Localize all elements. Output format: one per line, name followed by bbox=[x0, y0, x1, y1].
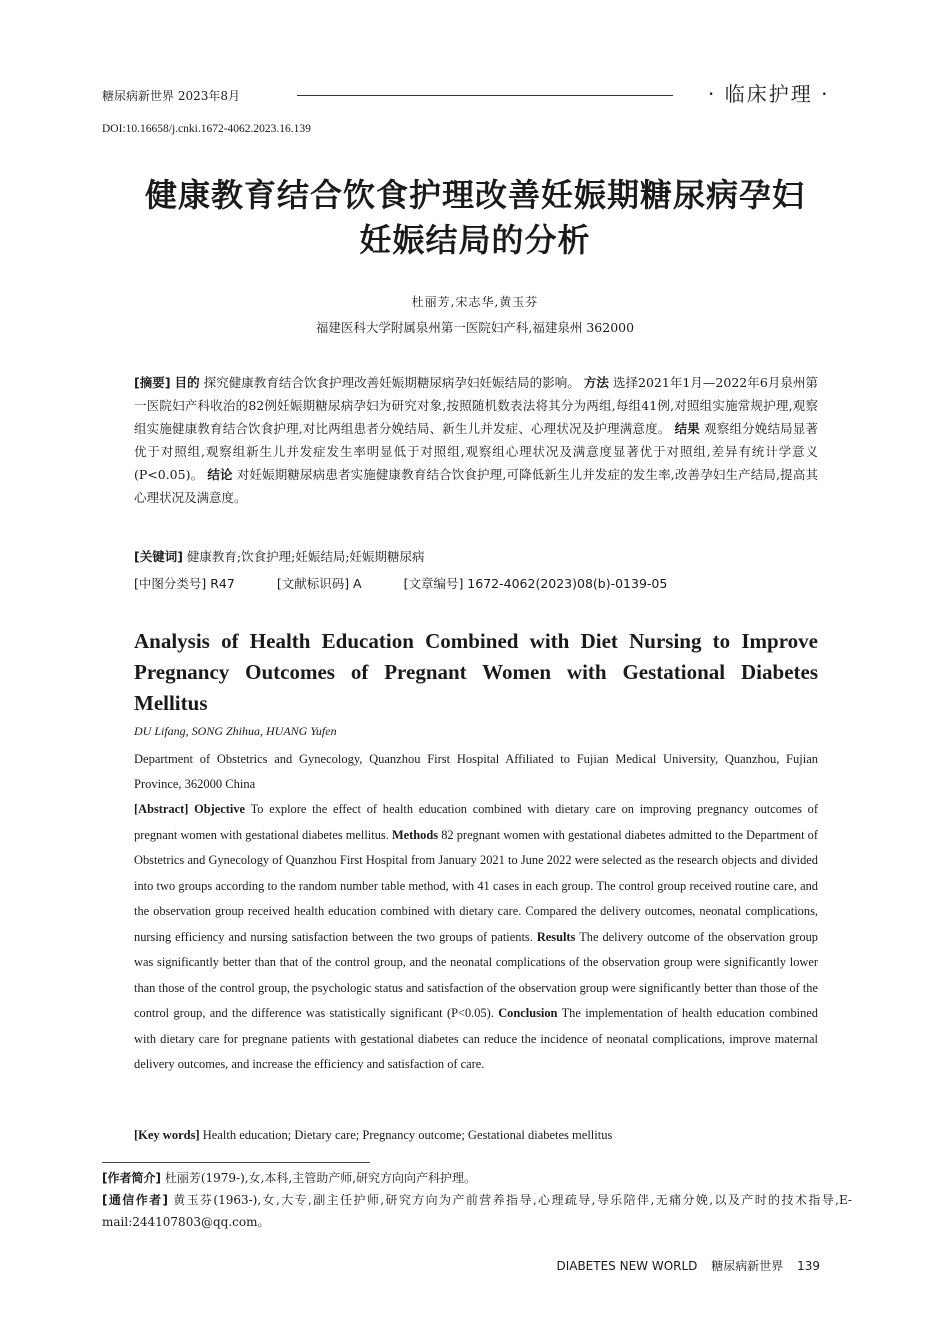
results-en: The delivery outcome of the observation group was significantly better than that of the control group, and the neonatal complications of the observation group were significantly lower than those of the control group, the psychologic status and satisfaction of the observation group were significantly better than those of the control group, and the difference was statistically significant (P<0.05). bbox=[134, 929, 818, 1020]
corresponding-label: [通信作者] bbox=[102, 1193, 168, 1207]
conclusion-cn: 对妊娠期糖尿病患者实施健康教育结合饮食护理,可降低新生儿并发症的发生率,改善孕妇生产结局,提高其心理状况及满意度。 bbox=[134, 467, 818, 505]
document-code: [文献标识码] A bbox=[276, 576, 362, 591]
section-label: · 临床护理 · bbox=[708, 82, 830, 106]
conclusion-cn-label: 结论 bbox=[207, 467, 233, 482]
classification-row bbox=[134, 574, 667, 592]
author-bio-label: [作者简介] bbox=[102, 1171, 161, 1185]
clc-code: [中图分类号] R47 bbox=[134, 576, 235, 591]
methods-en-label: Methods bbox=[391, 827, 439, 842]
keywords-en-text: Health education; Dietary care; Pregnancy outcome; Gestational diabetes mellitus bbox=[202, 1128, 613, 1142]
results-en-label: Results bbox=[536, 929, 576, 944]
results-cn-label: 结果 bbox=[674, 421, 700, 436]
footnote-rule bbox=[102, 1162, 370, 1163]
title-en: Analysis of Health Education Combined with Diet Nursing to Improve Pregnancy Outcomes of Pregnant Women with Gestational Diabetes Mellitus bbox=[134, 629, 818, 715]
footnote-corresponding bbox=[102, 1189, 852, 1233]
page-number: 139 bbox=[797, 1259, 820, 1273]
methods-cn: 选择2021年1月—2022年6月泉州第一医院妇产科收治的82例妊娠期糖尿病孕妇为研究对象,按照随机数表法将其分为两组,每组41例,对照组实施常规护理,观察组实施健康教育结合饮食护理,对比两组患者分娩结局、新生儿并发症、心理状况及护理满意度。 bbox=[134, 375, 818, 436]
header-rule bbox=[297, 95, 673, 96]
title-cn-line1: 健康教育结合饮食护理改善妊娠期糖尿病孕妇 bbox=[144, 176, 805, 214]
conclusion-en: The implementation of health education combined with dietary care for pregnane patients with gestational diabetes can reduce the incidence of neonatal complications, improve maternal delivery outcomes, and increase the efficiency and satisfaction of care. bbox=[134, 1006, 818, 1071]
keywords-en bbox=[134, 1128, 612, 1143]
conclusion-en-label: Conclusion bbox=[498, 1006, 558, 1020]
keywords-cn bbox=[134, 547, 425, 565]
keywords-cn-label: [关键词] bbox=[134, 549, 183, 564]
footer-journal-cn: 糖尿病新世界 bbox=[711, 1259, 784, 1273]
objective-cn: 探究健康教育结合饮食护理改善妊娠期糖尿病孕妇妊娠结局的影响。 bbox=[203, 375, 580, 390]
footnote-author bbox=[102, 1167, 852, 1189]
abstract-en bbox=[134, 797, 818, 1078]
affiliation-en: Department of Obstetrics and Gynecology, Quanzhou First Hospital Affiliated to Fujian Medical University, Quanzhou, Fujian Province, 362000 China bbox=[134, 752, 818, 791]
title-cn-line2: 妊娠结局的分析 bbox=[359, 221, 591, 259]
objective-en-label: Objective bbox=[194, 802, 246, 816]
keywords-en-label: [Key words] bbox=[134, 1128, 200, 1142]
objective-en: To explore the effect of health education combined with dietary care on improving pregnancy outcomes of pregnant women with gestational diabetes mellitus. bbox=[134, 802, 818, 842]
author-bio-text: 杜丽芳(1979-),女,本科,主管助产师,研究方向向产科护理。 bbox=[164, 1171, 477, 1185]
page-footer bbox=[556, 1257, 820, 1274]
journal-header: 糖尿病新世界 2023年8月 bbox=[102, 89, 240, 103]
keywords-cn-text: 健康教育;饮食护理;妊娠结局;妊娠期糖尿病 bbox=[186, 549, 425, 564]
methods-cn-label: 方法 bbox=[583, 375, 609, 390]
abstract-cn-label: [摘要] bbox=[134, 375, 171, 390]
abstract-cn bbox=[134, 371, 818, 509]
abstract-en-label: [Abstract] bbox=[134, 802, 189, 816]
doi: DOI:10.16658/j.cnki.1672-4062.2023.16.139 bbox=[102, 123, 311, 135]
methods-en: 82 pregnant women with gestational diabetes admitted to the Department of Obstetrics and Gynecology of Quanzhou First Hospital from January 2021 to June 2022 were selected as the research objects and divided into two groups according to the random number table method, with 41 cases in each group. The control group received routine care, and the observation group received health education combined with dietary care. Compared the delivery outcomes, neonatal complications, nursing efficiency and nursing satisfaction between the two groups of patients. bbox=[134, 827, 818, 944]
results-cn: 观察组分娩结局显著优于对照组,观察组新生儿并发症发生率明显低于对照组,观察组心理状况及满意度显著优于对照组,差异有统计学意义(P<0.05)。 bbox=[134, 421, 818, 482]
objective-cn-label: 目的 bbox=[174, 375, 200, 390]
authors-en: DU Lifang, SONG Zhihua, HUANG Yufen bbox=[134, 724, 337, 738]
footer-journal-en: DIABETES NEW WORLD bbox=[556, 1259, 698, 1273]
article-number: [文章编号] 1672-4062(2023)08(b)-0139-05 bbox=[403, 576, 668, 591]
affiliation-cn: 福建医科大学附属泉州第一医院妇产科,福建泉州 362000 bbox=[315, 320, 635, 335]
corresponding-text: 黄玉芬(1963-),女,大专,副主任护师,研究方向为产前营养指导,心理疏导,导乐陪伴,无痛分娩,以及产时的技术指导,E-mail:244107803@qq.com。 bbox=[102, 1193, 852, 1229]
authors-cn: 杜丽芳,宋志华,黄玉芬 bbox=[411, 295, 539, 309]
